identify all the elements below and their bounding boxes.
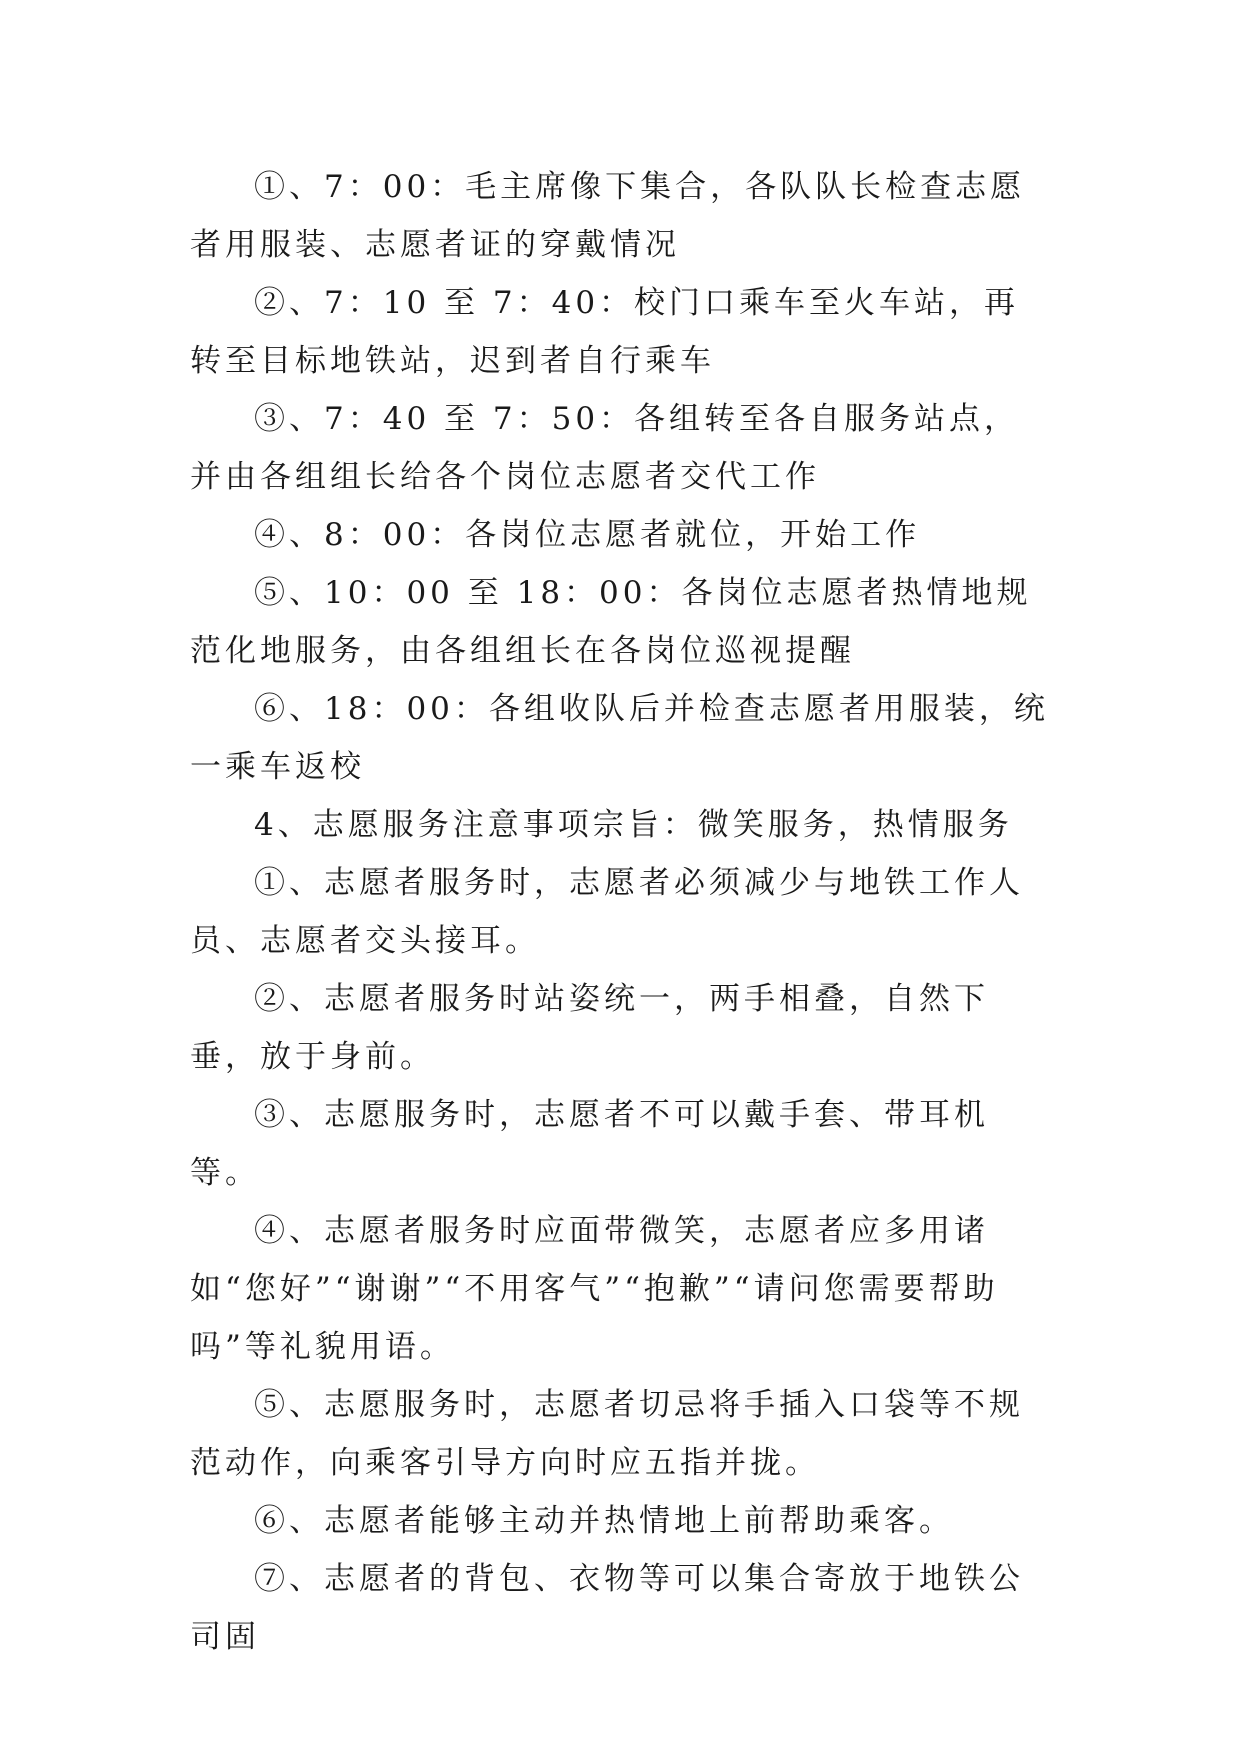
- section-heading-notes: 4、志愿服务注意事项宗旨：微笑服务，热情服务: [254, 807, 1013, 843]
- document-body: [190, 158, 1050, 1666]
- note-item-1: ①、志愿者服务时，志愿者必须减少与地铁工作人员、志愿者交头接耳。: [190, 865, 1024, 959]
- schedule-item-3: ③、7：40 至 7：50：各组转至各自服务站点，并由各组组长给各个岗位志愿者交代工作: [190, 401, 1020, 495]
- note-item-4: ④、志愿者服务时应面带微笑，志愿者应多用诸如“您好”“谢谢”“不用客气”“抱歉”“请问您需要帮助吗”等礼貌用语。: [190, 1213, 999, 1365]
- schedule-item-5: ⑤、10：00 至 18：00：各岗位志愿者热情地规范化地服务，由各组组长在各岗位巡视提醒: [190, 575, 1032, 669]
- note-item-7: ⑦、志愿者的背包、衣物等可以集合寄放于地铁公司固: [190, 1561, 1024, 1655]
- schedule-item-6: ⑥、18：00：各组收队后并检查志愿者用服装，统一乘车返校: [190, 691, 1049, 785]
- note-item-5: ⑤、志愿服务时，志愿者切忌将手插入口袋等不规范动作，向乘客引导方向时应五指并拢。: [190, 1387, 1024, 1481]
- note-item-2: ②、志愿者服务时站姿统一，两手相叠，自然下垂，放于身前。: [190, 981, 989, 1075]
- schedule-item-2: ②、7：10 至 7：40：校门口乘车至火车站，再转至目标地铁站，迟到者自行乘车: [190, 285, 1020, 379]
- schedule-item-4: ④、8：00：各岗位志愿者就位，开始工作: [254, 517, 921, 553]
- note-item-6: ⑥、志愿者能够主动并热情地上前帮助乘客。: [254, 1503, 954, 1539]
- schedule-item-1: ①、7：00：毛主席像下集合，各队队长检查志愿者用服装、志愿者证的穿戴情况: [190, 169, 1026, 263]
- note-item-3: ③、志愿服务时，志愿者不可以戴手套、带耳机等。: [190, 1097, 989, 1191]
